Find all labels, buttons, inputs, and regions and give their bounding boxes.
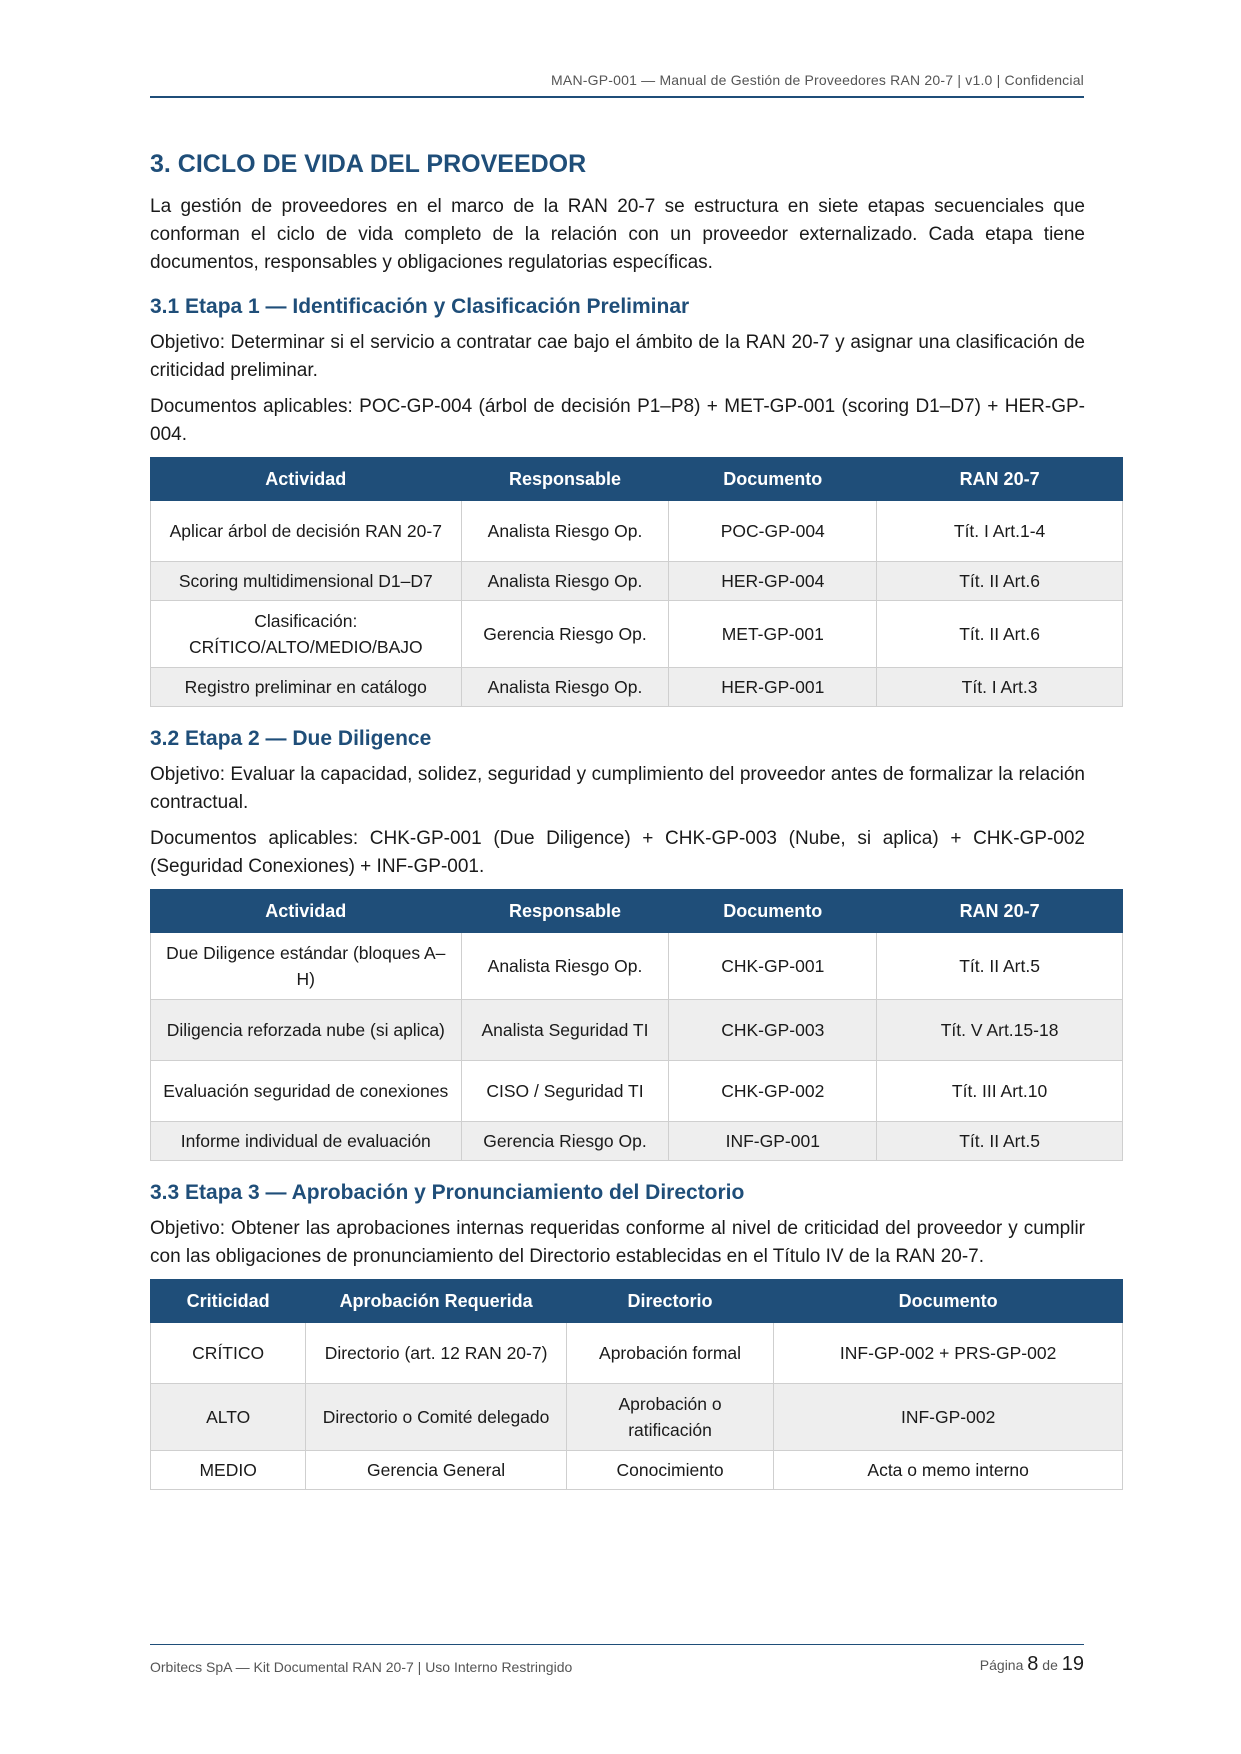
table-cell: Tít. II Art.6: [877, 601, 1123, 668]
column-header: RAN 20-7: [877, 890, 1123, 933]
page-number: 8: [1027, 1653, 1039, 1675]
stage3-title: 3.3 Etapa 3 — Aprobación y Pronunciamiento del Directorio: [150, 1181, 745, 1204]
footer-text: Orbitecs SpA — Kit Documental RAN 20-7 | Uso Interno Restringido: [150, 1659, 573, 1675]
stage1-title: 3.1 Etapa 1 — Identificación y Clasificación Preliminar: [150, 295, 690, 318]
table-row: [151, 1000, 1123, 1061]
table-cell: HER-GP-004: [669, 562, 877, 601]
table-cell: Directorio (art. 12 RAN 20-7): [306, 1323, 567, 1384]
table-cell: POC-GP-004: [669, 501, 877, 562]
table-row: [151, 601, 1123, 668]
table-cell: INF-GP-002 + PRS-GP-002: [774, 1323, 1123, 1384]
table-cell: INF-GP-002: [774, 1384, 1123, 1451]
stage1-objective: Objetivo: Determinar si el servicio a contratar cae bajo el ámbito de la RAN 20-7 y asignar una clasificación de criticidad preliminar.: [150, 332, 1085, 381]
table-cell: Gerencia General: [306, 1451, 567, 1490]
stage2-title: 3.2 Etapa 2 — Due Diligence: [150, 727, 432, 750]
table-header-row: [151, 890, 1123, 933]
table-cell: MET-GP-001: [669, 601, 877, 668]
stage1-table: [150, 457, 1123, 707]
column-header: Responsable: [461, 458, 669, 501]
table-row: [151, 1384, 1123, 1451]
column-header: Directorio: [566, 1280, 773, 1323]
table-cell: Tít. II Art.5: [877, 1122, 1123, 1161]
running-header: MAN-GP-001 — Manual de Gestión de Proveedores RAN 20-7 | v1.0 | Confidencial: [150, 72, 1084, 98]
table-cell: Tít. I Art.3: [877, 668, 1123, 707]
column-header: Actividad: [151, 458, 462, 501]
table-cell: Tít. V Art.15-18: [877, 1000, 1123, 1061]
table-row: [151, 1061, 1123, 1122]
column-header: Responsable: [461, 890, 669, 933]
table-row: [151, 1451, 1123, 1490]
table-cell: Informe individual de evaluación: [151, 1122, 462, 1161]
table-row: [151, 933, 1123, 1000]
page-of-label: de: [1042, 1657, 1058, 1673]
table-row: [151, 562, 1123, 601]
column-header: Documento: [774, 1280, 1123, 1323]
table-header-row: [151, 458, 1123, 501]
table-cell: INF-GP-001: [669, 1122, 877, 1161]
table-cell: Aplicar árbol de decisión RAN 20-7: [151, 501, 462, 562]
section-title: 3. CICLO DE VIDA DEL PROVEEDOR: [150, 150, 587, 178]
table-cell: CISO / Seguridad TI: [461, 1061, 669, 1122]
table-cell: Analista Riesgo Op.: [461, 562, 669, 601]
table-cell: Tít. III Art.10: [877, 1061, 1123, 1122]
column-header: Aprobación Requerida: [306, 1280, 567, 1323]
stage2-table: [150, 889, 1123, 1161]
section-intro: La gestión de proveedores en el marco de la RAN 20-7 se estructura en siete etapas secuenciales que conforman el ciclo de vida completo de la relación con un proveedor externalizado. Cada etapa tiene documentos, responsables y obligaciones regulatorias específicas.: [150, 196, 1085, 273]
table-cell: MEDIO: [151, 1451, 306, 1490]
table-cell: CRÍTICO: [151, 1323, 306, 1384]
table-cell: Gerencia Riesgo Op.: [461, 1122, 669, 1161]
table-cell: Analista Seguridad TI: [461, 1000, 669, 1061]
page-footer: [150, 1644, 1084, 1675]
page-indicator: [980, 1653, 1084, 1676]
table-cell: Scoring multidimensional D1–D7: [151, 562, 462, 601]
table-cell: Registro preliminar en catálogo: [151, 668, 462, 707]
table-cell: Clasificación: CRÍTICO/ALTO/MEDIO/BAJO: [151, 601, 462, 668]
table-cell: Tít. II Art.5: [877, 933, 1123, 1000]
table-cell: Acta o memo interno: [774, 1451, 1123, 1490]
table-cell: Aprobación formal: [566, 1323, 773, 1384]
stage2-objective: Objetivo: Evaluar la capacidad, solidez, seguridad y cumplimiento del proveedor antes de formalizar la relación contractual.: [150, 764, 1085, 813]
table-cell: Analista Riesgo Op.: [461, 501, 669, 562]
table-cell: Tít. I Art.1-4: [877, 501, 1123, 562]
stage2-documents: Documentos aplicables: CHK-GP-001 (Due Diligence) + CHK-GP-003 (Nube, si aplica) + CHK-GP-002 (Seguridad Conexiones) + INF-GP-001.: [150, 828, 1085, 877]
page-total: 19: [1061, 1653, 1084, 1675]
column-header: Criticidad: [151, 1280, 306, 1323]
stage3-objective: Objetivo: Obtener las aprobaciones internas requeridas conforme al nivel de criticidad del proveedor y cumplir con las obligaciones de pronunciamiento del Directorio establecidas en el Título IV de la RAN 20-7.: [150, 1218, 1085, 1267]
table-cell: Evaluación seguridad de conexiones: [151, 1061, 462, 1122]
table-row: [151, 501, 1123, 562]
table-cell: HER-GP-001: [669, 668, 877, 707]
table-cell: Diligencia reforzada nube (si aplica): [151, 1000, 462, 1061]
table-cell: Due Diligence estándar (bloques A–H): [151, 933, 462, 1000]
table-cell: Conocimiento: [566, 1451, 773, 1490]
stage1-documents: Documentos aplicables: POC-GP-004 (árbol de decisión P1–P8) + MET-GP-001 (scoring D1–D7) + HER-GP-004.: [150, 396, 1085, 445]
table-cell: CHK-GP-003: [669, 1000, 877, 1061]
table-cell: CHK-GP-002: [669, 1061, 877, 1122]
stage3-table: [150, 1279, 1123, 1490]
column-header: Documento: [669, 890, 877, 933]
table-cell: Aprobación o ratificación: [566, 1384, 773, 1451]
table-cell: Tít. II Art.6: [877, 562, 1123, 601]
column-header: RAN 20-7: [877, 458, 1123, 501]
column-header: Actividad: [151, 890, 462, 933]
column-header: Documento: [669, 458, 877, 501]
page-label: Página: [979, 1657, 1024, 1673]
table-cell: Analista Riesgo Op.: [461, 933, 669, 1000]
table-cell: Analista Riesgo Op.: [461, 668, 669, 707]
table-row: [151, 1323, 1123, 1384]
table-cell: Gerencia Riesgo Op.: [461, 601, 669, 668]
page-content: [150, 150, 1085, 1510]
table-row: [151, 668, 1123, 707]
table-header-row: [151, 1280, 1123, 1323]
table-cell: ALTO: [151, 1384, 306, 1451]
table-row: [151, 1122, 1123, 1161]
table-cell: Directorio o Comité delegado: [306, 1384, 567, 1451]
table-cell: CHK-GP-001: [669, 933, 877, 1000]
